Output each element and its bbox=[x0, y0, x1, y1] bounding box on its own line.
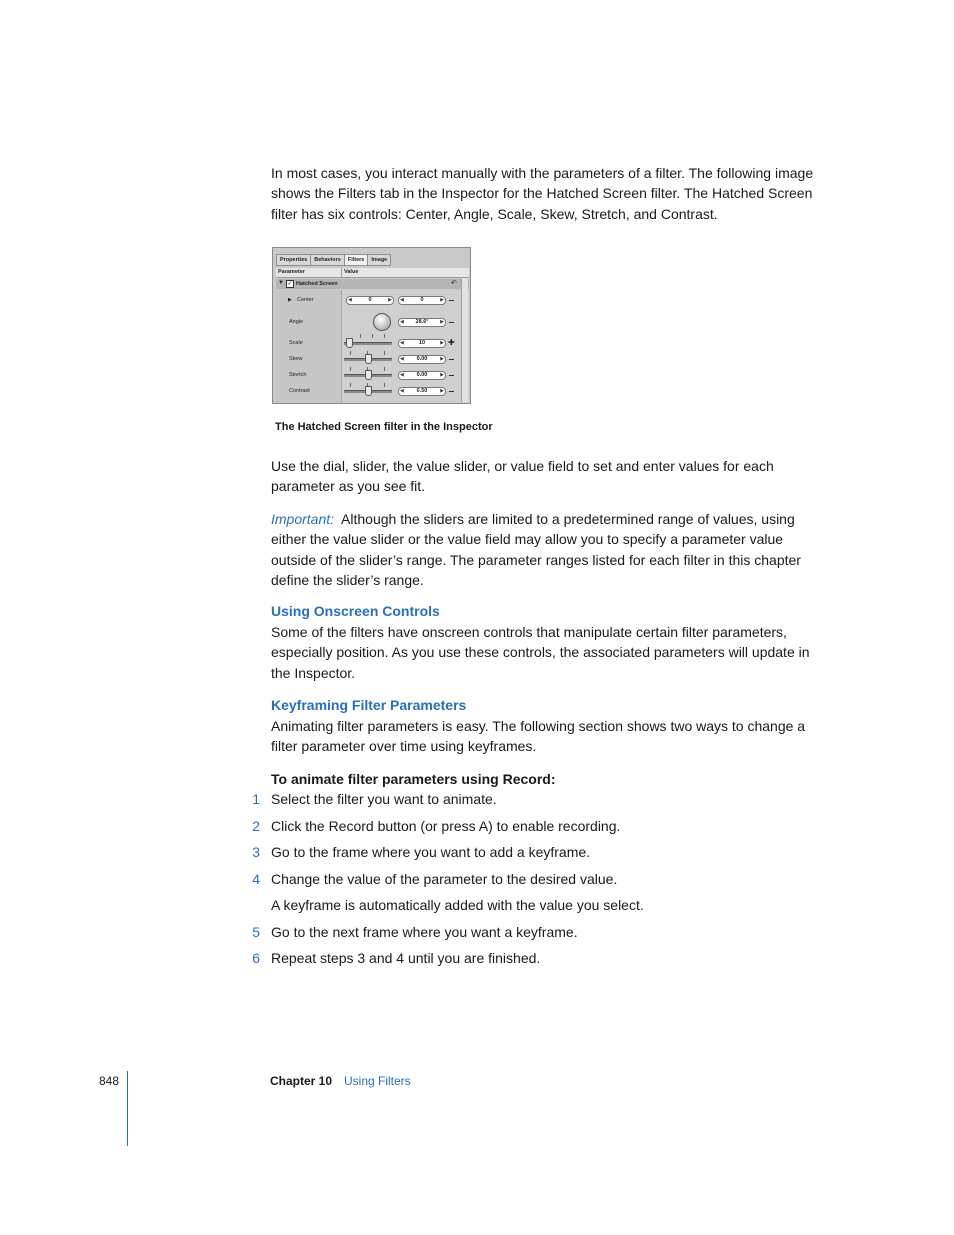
remove-param-icon[interactable] bbox=[449, 359, 454, 360]
param-row-center bbox=[276, 293, 469, 307]
step-number: 4 bbox=[252, 871, 260, 887]
decrement-arrow-icon[interactable]: ◀ bbox=[400, 372, 404, 378]
remove-param-icon[interactable] bbox=[449, 375, 454, 376]
step-text: Repeat steps 3 and 4 until you are finished. bbox=[271, 950, 541, 966]
contrast-slider-thumb[interactable] bbox=[365, 386, 372, 396]
step-number: 3 bbox=[252, 844, 260, 860]
tab-properties[interactable]: Properties bbox=[276, 254, 310, 266]
use-paragraph: Use the dial, slider, the value slider, or value field to set and enter values for each parameter as you see fit. bbox=[271, 458, 774, 495]
filter-enable-checkbox[interactable]: ✓ bbox=[287, 281, 293, 287]
decrement-arrow-icon[interactable]: ◀ bbox=[400, 388, 404, 394]
step-text: Click the Record button (or press A) to enable recording. bbox=[271, 818, 621, 834]
increment-arrow-icon[interactable]: ▶ bbox=[440, 297, 444, 303]
center-y-field[interactable]: ◀ 0 ▶ bbox=[400, 297, 444, 303]
remove-param-icon[interactable] bbox=[449, 391, 454, 392]
heading-keyframing: Keyframing Filter Parameters bbox=[271, 697, 467, 713]
param-row-scale bbox=[276, 336, 469, 350]
slider-tick bbox=[384, 334, 385, 338]
contrast-field[interactable]: ◀ 0.50 ▶ bbox=[400, 388, 444, 394]
slider-tick bbox=[350, 351, 351, 355]
param-row-angle bbox=[276, 312, 469, 332]
reset-icon[interactable]: ↶ bbox=[451, 280, 457, 287]
increment-arrow-icon[interactable]: ▶ bbox=[440, 388, 444, 394]
disclosure-triangle-icon[interactable]: ▶ bbox=[288, 297, 292, 303]
important-text: Although the sliders are limited to a predetermined range of values, using either the value slider or the value field may allow you to specify a parameter value outside of the slider’s range. The parameter ranges listed for each filter in this chapter define the slider’s range. bbox=[271, 511, 801, 588]
step-4-note: A keyframe is automatically added with the value you select. bbox=[271, 897, 644, 913]
step-number: 5 bbox=[252, 924, 260, 940]
remove-param-icon[interactable] bbox=[449, 300, 454, 301]
parameter-rows bbox=[276, 290, 469, 403]
angle-dial[interactable] bbox=[373, 313, 391, 331]
keyframing-paragraph: Animating filter parameters is easy. The following section shows two ways to change a filter parameter over time using keyframes. bbox=[271, 718, 806, 755]
decrement-arrow-icon[interactable]: ◀ bbox=[348, 297, 352, 303]
param-label-scale: Scale bbox=[289, 340, 303, 346]
increment-arrow-icon[interactable]: ▶ bbox=[440, 356, 444, 362]
footer-rule bbox=[127, 1071, 128, 1146]
param-label-contrast: Contrast bbox=[289, 388, 310, 394]
step-number: 2 bbox=[252, 818, 260, 834]
onscreen-controls-paragraph: Some of the filters have onscreen controls that manipulate certain filter parameters, especially position. As you use these controls, the associated parameters will update in the Inspector. bbox=[271, 624, 810, 681]
filter-row-hatched-screen[interactable] bbox=[276, 279, 469, 289]
page-number: 848 bbox=[99, 1074, 120, 1088]
decrement-arrow-icon[interactable]: ◀ bbox=[400, 297, 404, 303]
center-x-field[interactable]: ◀ 0 ▶ bbox=[348, 297, 392, 303]
column-value: Value bbox=[344, 269, 359, 275]
scale-field[interactable]: ◀ 10 ▶ bbox=[400, 340, 444, 346]
remove-param-icon[interactable] bbox=[449, 322, 454, 323]
stretch-slider-thumb[interactable] bbox=[365, 370, 372, 380]
slider-tick bbox=[384, 367, 385, 371]
tab-image[interactable]: Image bbox=[367, 254, 391, 266]
scale-slider-thumb[interactable] bbox=[346, 338, 353, 348]
increment-arrow-icon[interactable]: ▶ bbox=[440, 340, 444, 346]
param-label-stretch: Stretch bbox=[289, 372, 307, 378]
step-text: Go to the next frame where you want a keyframe. bbox=[271, 924, 578, 940]
slider-tick bbox=[372, 334, 373, 338]
step-text: Change the value of the parameter to the desired value. bbox=[271, 871, 618, 887]
slider-tick bbox=[360, 334, 361, 338]
task-title: To animate filter parameters using Record: bbox=[271, 771, 556, 787]
param-row-stretch bbox=[276, 368, 469, 382]
step-text: Select the filter you want to animate. bbox=[271, 791, 497, 807]
slider-tick bbox=[350, 383, 351, 387]
chapter-title-link[interactable]: Using Filters bbox=[344, 1074, 411, 1088]
decrement-arrow-icon[interactable]: ◀ bbox=[400, 319, 404, 325]
inspector-tabs bbox=[276, 254, 391, 264]
stretch-field[interactable]: ◀ 0.00 ▶ bbox=[400, 372, 444, 378]
param-row-skew bbox=[276, 352, 469, 366]
tab-behaviors[interactable]: Behaviors bbox=[310, 254, 344, 266]
angle-field[interactable]: ◀ 28.6° ▶ bbox=[400, 319, 444, 325]
inspector-scrollbar[interactable] bbox=[461, 278, 468, 402]
important-note bbox=[271, 509, 821, 590]
step-number: 6 bbox=[252, 950, 260, 966]
skew-slider-thumb[interactable] bbox=[365, 354, 372, 364]
disclosure-triangle-icon[interactable]: ▼ bbox=[278, 280, 284, 286]
param-label-skew: Skew bbox=[289, 356, 303, 362]
param-label-angle: Angle bbox=[289, 319, 304, 325]
decrement-arrow-icon[interactable]: ◀ bbox=[400, 340, 404, 346]
increment-arrow-icon[interactable]: ▶ bbox=[440, 319, 444, 325]
inspector-screenshot bbox=[272, 247, 471, 404]
column-header bbox=[276, 268, 469, 278]
heading-onscreen-controls: Using Onscreen Controls bbox=[271, 603, 440, 619]
decrement-arrow-icon[interactable]: ◀ bbox=[400, 356, 404, 362]
add-param-icon[interactable]: ✚ bbox=[448, 338, 455, 347]
intro-paragraph: In most cases, you interact manually with the parameters of a filter. The following image shows the Filters tab in the Inspector for the Hatched Screen filter. The Hatched Screen filter has six controls: Center, Angle, Scale, Skew, Stretch, and Contrast. bbox=[271, 165, 814, 222]
slider-tick bbox=[384, 383, 385, 387]
increment-arrow-icon[interactable]: ▶ bbox=[440, 372, 444, 378]
increment-arrow-icon[interactable]: ▶ bbox=[388, 297, 392, 303]
important-label: Important: bbox=[271, 511, 335, 527]
step-text: Go to the frame where you want to add a keyframe. bbox=[271, 844, 591, 860]
slider-tick bbox=[350, 367, 351, 371]
chapter-label: Chapter 10 bbox=[270, 1074, 333, 1088]
step-number: 1 bbox=[252, 791, 260, 807]
filter-name: Hatched Screen bbox=[296, 281, 338, 287]
column-parameter: Parameter bbox=[278, 269, 305, 275]
tab-filters[interactable]: Filters bbox=[344, 254, 368, 266]
param-label-center: Center bbox=[297, 297, 314, 303]
figure-caption: The Hatched Screen filter in the Inspector bbox=[275, 421, 493, 433]
param-row-contrast bbox=[276, 384, 469, 398]
slider-tick bbox=[384, 351, 385, 355]
skew-field[interactable]: ◀ 0.00 ▶ bbox=[400, 356, 444, 362]
column-divider bbox=[341, 268, 342, 277]
